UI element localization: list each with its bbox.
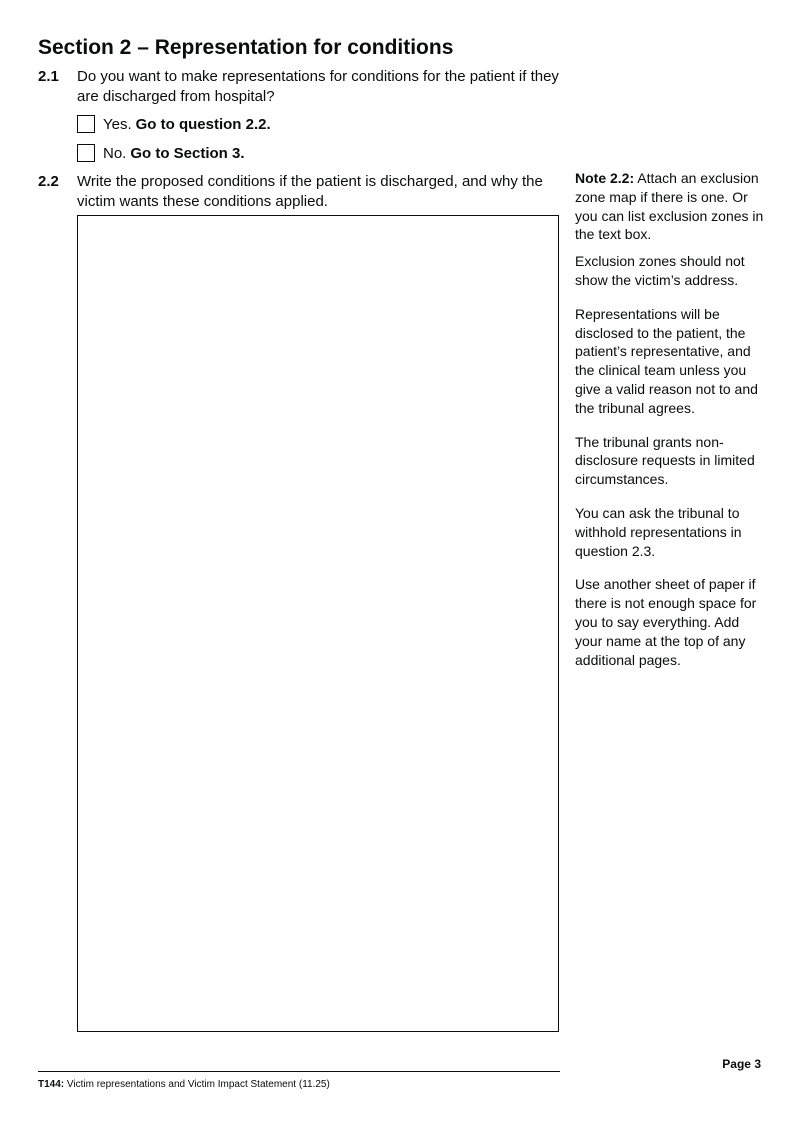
section-title: Section 2 – Representation for conditions <box>38 36 454 59</box>
question-2-1-number: 2.1 <box>38 68 59 85</box>
form-code: T144: <box>38 1079 65 1090</box>
yes-instruction: Go to question 2.2. <box>135 115 271 133</box>
note-paragraph: Exclusion zones should not show the victim’s address. <box>575 253 745 288</box>
question-2-1-text: Do you want to make representations for conditions for the patient if they are discharged from hospital? <box>77 68 559 105</box>
footer-form-title <box>38 1079 330 1090</box>
no-checkbox[interactable] <box>77 144 95 162</box>
conditions-textbox[interactable] <box>77 215 559 1032</box>
no-instruction: Go to Section 3. <box>130 144 245 162</box>
note-2-2 <box>575 169 770 244</box>
yes-checkbox[interactable] <box>77 115 95 133</box>
note-paragraph: The tribunal grants non-disclosure requests in limited circumstances. <box>575 433 755 488</box>
option-yes[interactable] <box>77 113 271 135</box>
note-paragraph: Use another sheet of paper if there is not enough space for you to say everything. Add your name at the top of any additional pages. <box>575 576 757 668</box>
page-number: Page 3 <box>722 1057 761 1071</box>
question-2-2-text: Write the proposed conditions if the patient is discharged, and why the victim wants these conditions applied. <box>77 173 543 210</box>
note-paragraph: Representations will be disclosed to the patient, the patient’s representative, and the clinical team unless you give a valid reason not to and the tribunal agrees. <box>575 305 758 416</box>
footer-divider <box>38 1071 560 1072</box>
notes-panel <box>575 169 770 684</box>
yes-label: Yes. <box>103 115 132 133</box>
option-no[interactable] <box>77 142 245 164</box>
question-2-2-number: 2.2 <box>38 173 59 190</box>
form-title: Victim representations and Victim Impact Statement (11.25) <box>66 1079 330 1090</box>
note-heading: Note 2.2: <box>575 170 635 186</box>
note-paragraph: You can ask the tribunal to withhold representations in question 2.3. <box>575 504 742 559</box>
note-first-text: Attach an exclusion zone map if there is one. Or you can list exclusion zones in the text box. <box>575 170 764 243</box>
no-label: No. <box>103 144 127 162</box>
